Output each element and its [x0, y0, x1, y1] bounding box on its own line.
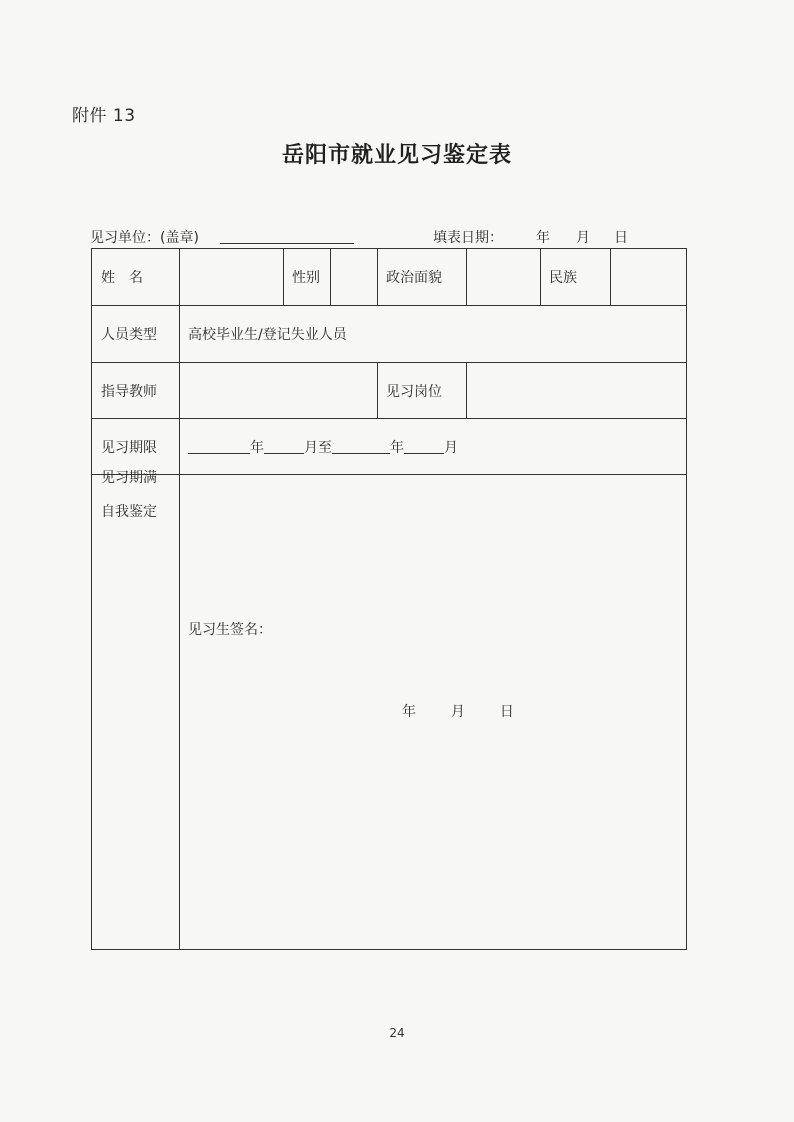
end-month-blank[interactable] [404, 439, 444, 454]
personnel-type-value: 高校毕业生/登记失业人员 [188, 327, 347, 343]
period-year-text: 年 [250, 439, 264, 456]
start-month-blank[interactable] [264, 439, 304, 454]
attachment-label: 附件 13 [72, 106, 136, 126]
appraisal-form-table [91, 248, 687, 950]
period-month2-text: 月 [444, 439, 458, 456]
page-number: 24 [389, 1026, 405, 1040]
fill-date-year: 年 [536, 230, 550, 246]
self-evaluation-label-line1: 见习期满 [101, 470, 157, 486]
unit-label: 见习单位：(盖章) [90, 230, 199, 246]
ethnicity-field[interactable] [611, 249, 686, 305]
header-info-line [90, 224, 690, 248]
political-status-field[interactable] [467, 249, 540, 305]
position-label: 见习岗位 [386, 383, 442, 400]
mentor-field[interactable] [180, 363, 377, 418]
self-evaluation-label-line2: 自我鉴定 [101, 504, 157, 520]
period-field[interactable] [188, 419, 678, 474]
end-year-blank[interactable] [332, 439, 390, 454]
self-evaluation-label [101, 461, 157, 529]
period-label: 见习期限 [101, 439, 157, 456]
signature-month: 月 [450, 704, 465, 720]
name-label: 姓 名 [101, 270, 143, 286]
fill-date-month: 月 [576, 230, 590, 246]
period-month-to-text: 月至 [304, 439, 332, 456]
page-title: 岳阳市就业见习鉴定表 [281, 142, 512, 168]
signature-year: 年 [402, 704, 416, 720]
start-year-blank[interactable] [188, 439, 250, 454]
ethnicity-label: 民族 [549, 270, 577, 286]
mentor-label: 指导教师 [101, 383, 157, 400]
trainee-signature-label: 见习生签名： [188, 622, 272, 638]
gender-label: 性别 [292, 270, 320, 286]
position-field[interactable] [467, 363, 686, 418]
signature-day: 日 [499, 704, 514, 720]
period-year2-text: 年 [390, 439, 404, 456]
gender-field[interactable] [331, 249, 377, 305]
signature-date [402, 701, 514, 721]
political-status-label: 政治面貌 [386, 270, 442, 286]
fill-date-label: 填表日期： [433, 230, 503, 246]
personnel-type-label: 人员类型 [101, 327, 157, 343]
fill-date-day: 日 [614, 230, 628, 246]
unit-blank-field[interactable] [220, 243, 354, 244]
name-field[interactable] [180, 249, 283, 305]
